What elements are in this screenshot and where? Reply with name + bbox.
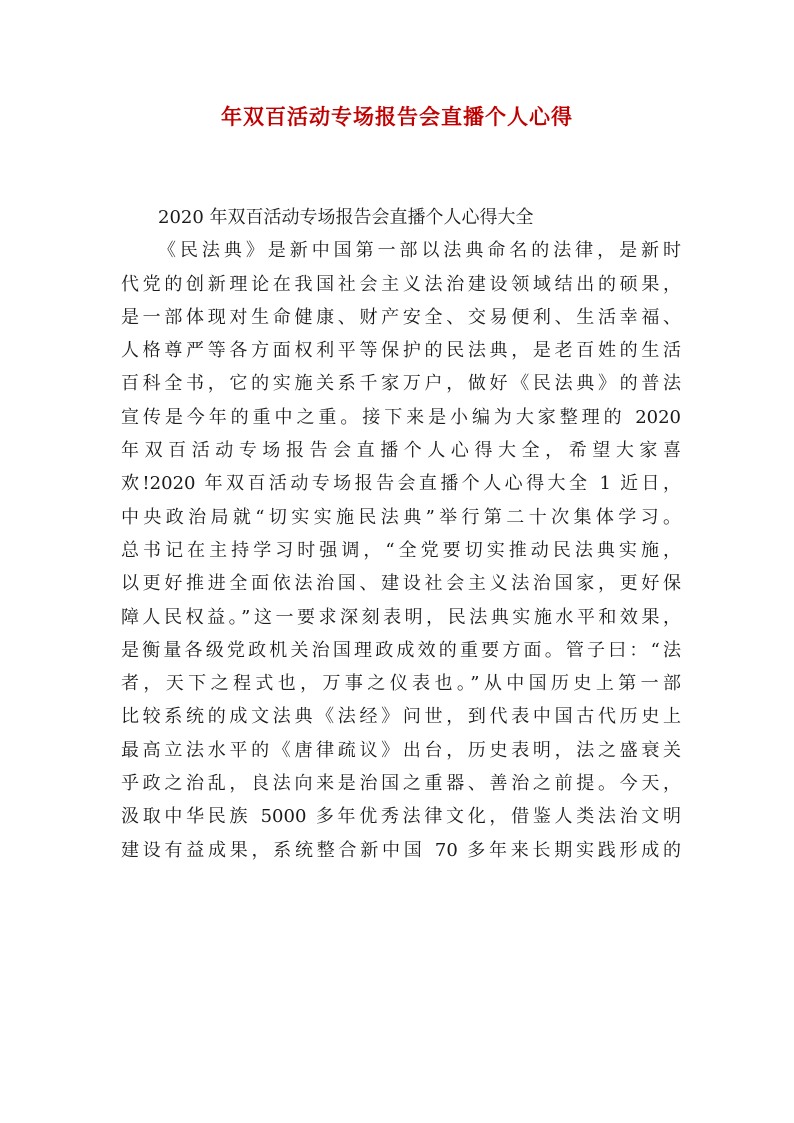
paragraph-line: 欢!2020 年双百活动专场报告会直播个人心得大全 1 近日， xyxy=(121,473,681,495)
subtitle-line: 2020 年双百活动专场报告会直播个人心得大全 xyxy=(158,207,534,228)
paragraph-line: 中央政治局就“切实实施民法典”举行第二十次集体学习。 xyxy=(121,506,681,528)
document-title: 年双百活动专场报告会直播个人心得 xyxy=(221,104,573,129)
paragraph-line: 年双百活动专场报告会直播个人心得大全，希望大家喜 xyxy=(121,440,681,462)
paragraph-line: 是衡量各级党政机关治国理政成效的重要方面。管子曰：“法 xyxy=(121,639,681,661)
paragraph-line: 是一部体现对生命健康、财产安全、交易便利、生活幸福、 xyxy=(121,306,681,328)
paragraph-line: 建设有益成果，系统整合新中国 70 多年来长期实践形成的 xyxy=(121,839,681,861)
paragraph-line: 以更好推进全面依法治国、建设社会主义法治国家，更好保 xyxy=(121,573,681,595)
paragraph-line: 汲取中华民族 5000 多年优秀法律文化，借鉴人类法治文明 xyxy=(121,806,681,828)
paragraph-line: 总书记在主持学习时强调，“全党要切实推动民法典实施， xyxy=(121,539,681,561)
paragraph-line: 最高立法水平的《唐律疏议》出台，历史表明，法之盛衰关 xyxy=(121,739,681,761)
paragraph-line: 障人民权益。”这一要求深刻表明，民法典实施水平和效果， xyxy=(121,606,681,628)
paragraph-line: 宣传是今年的重中之重。接下来是小编为大家整理的 2020 xyxy=(121,406,681,428)
paragraph-line: 乎政之治乱，良法向来是治国之重器、善治之前提。今天， xyxy=(121,773,681,795)
document-body xyxy=(121,201,681,867)
paragraph-line: 《民法典》是新中国第一部以法典命名的法律，是新时 xyxy=(158,240,681,262)
paragraph-line: 代党的创新理论在我国社会主义法治建设领域结出的硕果， xyxy=(121,273,681,295)
paragraph-line: 者，天下之程式也，万事之仪表也。”从中国历史上第一部 xyxy=(121,673,681,695)
paragraph-line: 百科全书，它的实施关系千家万户，做好《民法典》的普法 xyxy=(121,373,681,395)
paragraph-line: 比较系统的成文法典《法经》问世，到代表中国古代历史上 xyxy=(121,706,681,728)
paragraph-line: 人格尊严等各方面权利平等保护的民法典，是老百姓的生活 xyxy=(121,340,681,362)
